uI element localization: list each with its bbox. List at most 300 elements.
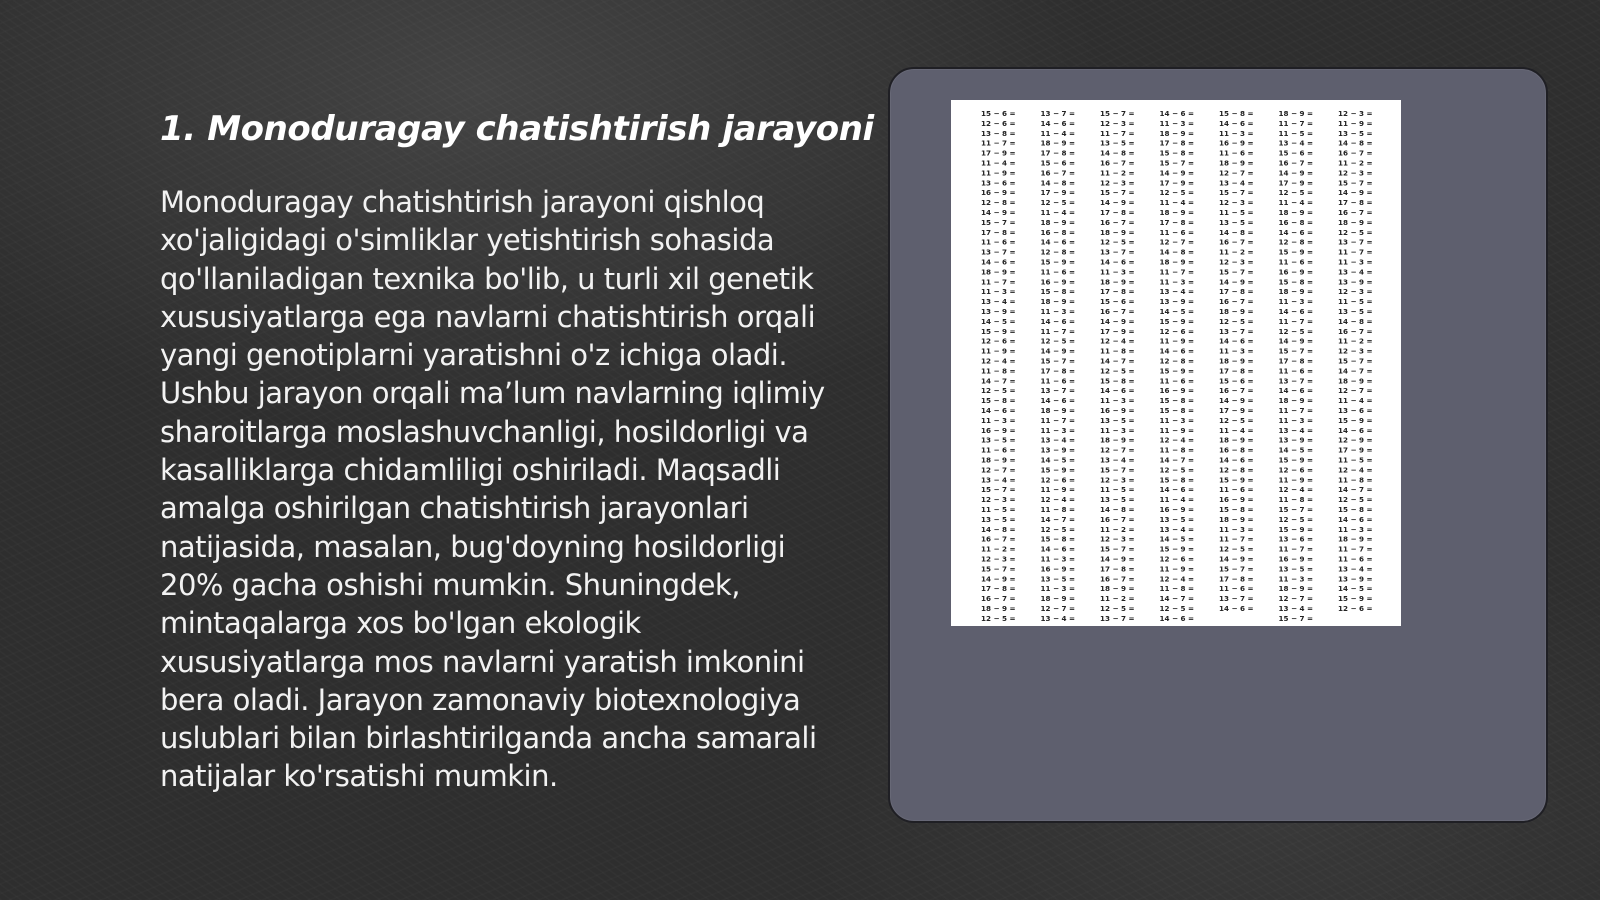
worksheet-problem: 11 − 3 = — [1278, 297, 1314, 307]
worksheet-problem: 11 − 4 = — [1338, 396, 1373, 406]
worksheet-problem: 11 − 9 = — [1278, 475, 1314, 485]
worksheet-problem: 14 − 6 = — [1159, 109, 1195, 118]
worksheet-problem: 13 − 4 = — [981, 475, 1016, 485]
worksheet-problem: 15 − 6 = — [981, 109, 1016, 118]
worksheet-problem: 13 − 5 = — [1159, 514, 1195, 524]
worksheet-problem: 13 − 5 = — [981, 435, 1016, 445]
worksheet-problem: 16 − 7 = — [1100, 574, 1135, 584]
worksheet-problem: 13 − 6 = — [1278, 534, 1314, 544]
worksheet-problem: 15 − 7 = — [981, 564, 1016, 574]
worksheet-problem: 11 − 8 = — [981, 366, 1016, 376]
worksheet-problem: 14 − 7 = — [1159, 455, 1195, 465]
worksheet-problem: 12 − 3 = — [1100, 534, 1135, 544]
worksheet-problem: 16 − 7 = — [981, 594, 1016, 604]
worksheet-problem: 15 − 9 = — [1278, 247, 1314, 257]
worksheet-problem: 13 − 7 = — [1040, 109, 1076, 118]
worksheet-problem: 13 − 9 = — [1040, 445, 1076, 455]
worksheet-problem: 15 − 7 = — [1219, 564, 1254, 574]
worksheet-problem: 14 − 8 = — [1100, 505, 1135, 514]
worksheet-problem: 11 − 6 = — [1040, 267, 1076, 277]
worksheet-problem: 12 − 5 = — [1100, 237, 1135, 247]
worksheet-problem: 13 − 4 = — [1219, 178, 1254, 188]
worksheet-problem: 13 − 4 = — [1159, 287, 1195, 297]
worksheet-problem: 12 − 5 = — [1219, 316, 1254, 326]
worksheet-problem: 16 − 9 = — [1219, 495, 1254, 505]
worksheet-problem: 13 − 9 = — [1338, 574, 1373, 584]
worksheet-problem: 11 − 3 = — [1040, 425, 1076, 435]
worksheet-problem: 14 − 6 = — [1219, 455, 1254, 465]
worksheet-problem: 11 − 3 = — [1040, 307, 1076, 316]
worksheet-problem: 16 − 9 = — [981, 425, 1016, 435]
worksheet-problem: 17 − 8 = — [1219, 574, 1254, 584]
worksheet-problem: 16 − 7 = — [1338, 208, 1373, 217]
worksheet-problem: 14 − 6 = — [981, 406, 1016, 415]
worksheet-problem: 11 − 8 = — [1040, 505, 1076, 514]
worksheet-problem: 12 − 4 = — [1040, 495, 1076, 505]
worksheet-problem: 11 − 9 = — [1159, 564, 1195, 574]
worksheet-problem: 14 − 9 = — [981, 208, 1016, 217]
worksheet-problem: 14 − 7 = — [1100, 356, 1135, 366]
worksheet-problem: 11 − 3 = — [1219, 346, 1254, 356]
worksheet-problem: 12 − 4 = — [1159, 435, 1195, 445]
worksheet-problem: 12 − 5 = — [1219, 544, 1254, 554]
worksheet-problem: 11 − 9 = — [981, 346, 1016, 356]
worksheet-problem: 16 − 9 = — [1100, 406, 1135, 415]
worksheet-problem: 14 − 9 = — [1219, 554, 1254, 564]
worksheet-problem: 11 − 2 = — [1100, 594, 1135, 604]
worksheet-problem: 12 − 4 = — [1278, 485, 1314, 495]
worksheet-problem: 11 − 3 = — [1040, 554, 1076, 564]
worksheet-problem: 12 − 5 = — [1278, 514, 1314, 524]
worksheet-problem: 11 − 6 = — [1278, 257, 1314, 267]
worksheet-problem: 11 − 7 = — [1219, 534, 1254, 544]
worksheet-problem: 11 − 7 = — [1278, 406, 1314, 415]
worksheet-problem: 11 − 9 = — [981, 168, 1016, 178]
worksheet-problem: 16 − 8 = — [1040, 227, 1076, 237]
worksheet-problem: 13 − 5 = — [1219, 217, 1254, 227]
worksheet-problem: 11 − 8 = — [1159, 584, 1195, 594]
worksheet-problem: 18 − 9 = — [1159, 257, 1195, 267]
worksheet-problem: 12 − 8 = — [981, 198, 1016, 208]
worksheet-problem: 14 − 8 = — [1100, 148, 1135, 158]
worksheet-problem: 11 − 8 = — [1338, 475, 1373, 485]
worksheet-problem: 15 − 8 = — [1100, 376, 1135, 386]
worksheet-problem: 14 − 6 = — [1040, 544, 1076, 554]
worksheet-problem: 11 − 5 = — [1338, 297, 1373, 307]
worksheet-problem: 17 − 9 = — [1040, 188, 1076, 198]
worksheet-problem: 16 − 9 = — [1278, 554, 1314, 564]
worksheet-problem: 16 − 7 = — [1219, 386, 1254, 396]
worksheet-problem: 15 − 8 = — [981, 396, 1016, 406]
worksheet-problem: 12 − 3 = — [1338, 168, 1373, 178]
worksheet-problem: 16 − 8 = — [1219, 445, 1254, 455]
worksheet-problem: 16 − 7 = — [1338, 326, 1373, 336]
worksheet-problem: 12 − 5 = — [1100, 604, 1135, 613]
worksheet-problem: 12 − 3 = — [1100, 475, 1135, 485]
worksheet-problem: 18 − 9 = — [1278, 109, 1314, 118]
worksheet-problem: 13 − 6 = — [1338, 406, 1373, 415]
worksheet-problem: 14 − 9 = — [1100, 316, 1135, 326]
worksheet-problem: 16 − 9 = — [1040, 277, 1076, 287]
worksheet-problem: 17 − 9 = — [1159, 178, 1195, 188]
worksheet-problem: 12 − 3 = — [981, 554, 1016, 564]
worksheet-problem: 14 − 6 = — [1219, 604, 1254, 613]
worksheet-problem: 11 − 7 = — [1159, 267, 1195, 277]
worksheet-problem: 15 − 7 = — [1278, 346, 1314, 356]
worksheet-problem: 12 − 5 = — [1338, 227, 1373, 237]
worksheet-problem: 18 − 9 = — [1040, 406, 1076, 415]
worksheet-problem: 13 − 5 = — [1338, 307, 1373, 316]
worksheet-problem: 17 − 8 = — [1338, 198, 1373, 208]
worksheet-problem: 15 − 6 = — [1100, 297, 1135, 307]
worksheet-problem: 18 − 9 = — [1278, 287, 1314, 297]
worksheet-problem: 11 − 5 = — [1338, 455, 1373, 465]
worksheet-problem: 11 − 5 = — [1100, 485, 1135, 495]
worksheet-problem: 14 − 6 = — [1040, 396, 1076, 406]
worksheet-problem: 13 − 5 = — [1100, 495, 1135, 505]
worksheet-problem: 12 − 6 = — [1338, 604, 1373, 613]
worksheet-problem: 15 − 7 = — [1159, 158, 1195, 168]
worksheet-problem: 16 − 7 = — [1278, 158, 1314, 168]
worksheet-problem: 11 − 4 = — [1219, 425, 1254, 435]
worksheet-problem: 15 − 7 = — [1219, 267, 1254, 277]
worksheet-problem: 13 − 4 = — [1338, 267, 1373, 277]
worksheet-problem: 18 − 9 = — [1338, 376, 1373, 386]
worksheet-problem: 12 − 8 = — [1040, 247, 1076, 257]
worksheet-problem: 11 − 3 = — [1159, 415, 1195, 425]
worksheet-problem: 12 − 7 = — [1159, 237, 1195, 247]
worksheet-problem: 14 − 6 = — [1159, 485, 1195, 495]
worksheet-problem: 14 − 8 = — [981, 524, 1016, 534]
worksheet-problem: 13 − 8 = — [981, 128, 1016, 138]
worksheet-problem: 14 − 8 = — [1338, 138, 1373, 148]
worksheet-problem: 14 − 8 = — [1219, 227, 1254, 237]
worksheet-problem: 13 − 4 = — [1040, 613, 1076, 623]
worksheet-problem: 13 − 5 = — [1100, 138, 1135, 148]
worksheet-problem: 15 − 8 = — [1040, 534, 1076, 544]
worksheet-problem: 11 − 2 = — [1219, 247, 1254, 257]
worksheet-problem: 18 − 9 = — [981, 267, 1016, 277]
worksheet-problem: 14 − 6 = — [1219, 336, 1254, 346]
worksheet-problem: 14 − 6 = — [1159, 346, 1195, 356]
worksheet-problem: 11 − 4 = — [1278, 198, 1314, 208]
worksheet-problem: 13 − 4 = — [1278, 604, 1314, 613]
worksheet-problem: 16 − 8 = — [1278, 217, 1314, 227]
worksheet-problem: 11 − 9 = — [1338, 118, 1373, 128]
worksheet-problem: 11 − 3 = — [1219, 128, 1254, 138]
worksheet-problem: 16 − 7 = — [981, 534, 1016, 544]
worksheet-problem: 12 − 5 = — [1219, 415, 1254, 425]
worksheet-problem: 18 − 9 = — [1040, 297, 1076, 307]
worksheet-problem: 18 − 9 = — [1278, 584, 1314, 594]
worksheet-problem: 11 − 3 = — [1159, 277, 1195, 287]
worksheet-problem: 17 − 8 = — [1278, 356, 1314, 366]
worksheet-problem: 12 − 7 = — [1219, 168, 1254, 178]
worksheet-problem: 11 − 7 = — [981, 138, 1016, 148]
worksheet-problem: 13 − 7 = — [1219, 326, 1254, 336]
worksheet-problem: 15 − 7 = — [1100, 109, 1135, 118]
worksheet-problem: 12 − 3 = — [1338, 346, 1373, 356]
worksheet-problem: 14 − 6 = — [1338, 425, 1373, 435]
worksheet-problem: 14 − 6 = — [981, 257, 1016, 267]
worksheet-problem: 13 − 7 = — [1100, 613, 1135, 623]
worksheet-problem: 14 − 5 = — [1278, 445, 1314, 455]
worksheet-problem: 15 − 9 = — [1219, 475, 1254, 485]
worksheet-problem: 15 − 9 = — [1278, 524, 1314, 534]
worksheet-problem: 11 − 7 = — [1278, 118, 1314, 128]
worksheet-problem: 14 − 9 = — [1338, 188, 1373, 198]
worksheet-problem: 17 − 8 = — [981, 584, 1016, 594]
worksheet-problem: 14 − 7 = — [981, 376, 1016, 386]
worksheet-problem: 11 − 2 = — [1338, 158, 1373, 168]
worksheet-problem: 11 − 3 = — [981, 287, 1016, 297]
worksheet-problem: 15 − 6 = — [1219, 376, 1254, 386]
worksheet-problem: 17 − 8 = — [1219, 366, 1254, 376]
worksheet-problem: 15 − 9 = — [1159, 366, 1195, 376]
worksheet-problem: 16 − 7 = — [1100, 217, 1135, 227]
worksheet-problem: 11 − 3 = — [1040, 584, 1076, 594]
worksheet-problem: 15 − 7 = — [1040, 356, 1076, 366]
worksheet-problem: 14 − 9 = — [981, 574, 1016, 584]
worksheet-problem: 12 − 7 = — [1278, 594, 1314, 604]
worksheet-problem: 17 − 9 = — [1278, 178, 1314, 188]
worksheet-problem: 15 − 8 = — [1159, 396, 1195, 406]
worksheet-problem: 11 − 3 = — [1100, 396, 1135, 406]
worksheet-problem: 16 − 7 = — [1100, 307, 1135, 316]
image-frame — [888, 67, 1548, 823]
worksheet-problem: 13 − 7 = — [1278, 376, 1314, 386]
worksheet-problem: 12 − 4 = — [981, 356, 1016, 366]
worksheet-problem: 11 − 6 = — [1219, 148, 1254, 158]
worksheet-problem: 12 − 3 = — [1338, 287, 1373, 297]
worksheet-problem: 12 − 5 = — [1040, 336, 1076, 346]
worksheet-problem: 14 − 6 = — [1219, 118, 1254, 128]
worksheet-problem: 12 − 7 = — [1338, 386, 1373, 396]
worksheet-problem: 15 − 7 = — [1100, 465, 1135, 475]
worksheet-problem: 15 − 7 = — [1100, 188, 1135, 198]
worksheet-problem: 12 − 5 = — [1159, 604, 1195, 613]
worksheet-problem: 15 − 9 = — [1040, 465, 1076, 475]
worksheet-problem: 18 − 9 = — [1219, 307, 1254, 316]
worksheet-problem: 18 − 9 = — [981, 604, 1016, 613]
worksheet-problem: 15 − 9 = — [1040, 257, 1076, 267]
worksheet-problem: 15 − 7 = — [981, 217, 1016, 227]
worksheet-problem: 12 − 8 = — [1278, 237, 1314, 247]
worksheet-problem: 11 − 3 = — [981, 415, 1016, 425]
worksheet-problem: 12 − 4 = — [1100, 336, 1135, 346]
worksheet-problem: 17 − 9 = — [981, 148, 1016, 158]
worksheet-problem: 14 − 9 = — [1100, 554, 1135, 564]
worksheet-problem: 11 − 8 = — [1278, 495, 1314, 505]
worksheet-problem: 18 − 9 = — [1219, 435, 1254, 445]
worksheet-problem: 15 − 7 = — [1219, 188, 1254, 198]
worksheet-problem: 14 − 7 = — [1159, 594, 1195, 604]
worksheet-problem: 15 − 7 = — [981, 485, 1016, 495]
worksheet-problem: 12 − 5 = — [1159, 465, 1195, 475]
worksheet-problem: 15 − 9 = — [1159, 544, 1195, 554]
worksheet-problem: 11 − 2 = — [1100, 168, 1135, 178]
worksheet-problem: 11 − 7 = — [1100, 128, 1135, 138]
worksheet-problem: 14 − 5 = — [1040, 455, 1076, 465]
worksheet-problem: 18 − 9 = — [1100, 435, 1135, 445]
worksheet-problem: 16 − 7 = — [1338, 148, 1373, 158]
worksheet-problem: 11 − 3 = — [1278, 415, 1314, 425]
worksheet-problem: 13 − 4 = — [1278, 138, 1314, 148]
worksheet-problem: 15 − 6 = — [1278, 148, 1314, 158]
worksheet-problem: 15 − 8 = — [1040, 287, 1076, 297]
worksheet-problem: 15 − 9 = — [1278, 455, 1314, 465]
worksheet-problem: 14 − 9 = — [1278, 168, 1314, 178]
worksheet-problem: 11 − 9 = — [1040, 485, 1076, 495]
worksheet-problem: 12 − 5 = — [1338, 495, 1373, 505]
worksheet-problem: 15 − 9 = — [981, 326, 1016, 336]
worksheet-problem: 11 − 6 = — [1219, 485, 1254, 495]
worksheet-problem: 12 − 5 = — [1100, 366, 1135, 376]
worksheet-problem: 13 − 9 = — [1159, 297, 1195, 307]
worksheet-problem: 13 − 9 = — [1278, 435, 1314, 445]
worksheet-problem: 16 − 7 = — [1219, 297, 1254, 307]
worksheet-problem: 17 − 9 = — [1100, 326, 1135, 336]
worksheet-problem: 12 − 5 = — [1159, 188, 1195, 198]
worksheet-problem: 18 − 9 = — [1040, 138, 1076, 148]
worksheet-problem: 12 − 3 = — [1338, 109, 1373, 118]
slide-title: 1. Monoduragay chatishtirish jarayoni — [160, 109, 874, 149]
worksheet-problem: 11 − 4 = — [1040, 128, 1076, 138]
worksheet-problem: 16 − 9 = — [1219, 138, 1254, 148]
worksheet-problem: 11 − 3 = — [1338, 257, 1373, 267]
worksheet-problem: 15 − 8 = — [1159, 148, 1195, 158]
worksheet-problem: 14 − 6 = — [1040, 237, 1076, 247]
worksheet-problem: 14 − 5 = — [1338, 584, 1373, 594]
worksheet-problem: 14 − 8 = — [1338, 316, 1373, 326]
worksheet-problem: 13 − 9 = — [1338, 277, 1373, 287]
worksheet-problem: 14 − 7 = — [1338, 485, 1373, 495]
worksheet-problem: 11 − 4 = — [981, 158, 1016, 168]
worksheet-problem: 16 − 7 = — [1219, 237, 1254, 247]
worksheet-problem: 12 − 9 = — [1338, 435, 1373, 445]
worksheet-problem: 16 − 9 = — [1278, 267, 1314, 277]
worksheet-problem: 12 − 6 = — [1159, 554, 1195, 564]
worksheet-problem: 14 − 9 = — [1219, 277, 1254, 287]
worksheet-problem: 18 − 9 = — [1040, 594, 1076, 604]
worksheet-problem: 11 − 7 = — [981, 277, 1016, 287]
worksheet-problem: 15 − 8 = — [1159, 475, 1195, 485]
worksheet-problem: 12 − 5 = — [981, 386, 1016, 396]
worksheet-problem: 14 − 9 = — [1278, 336, 1314, 346]
worksheet-problem: 14 − 7 = — [1040, 514, 1076, 524]
worksheet-problem: 15 − 8 = — [1278, 277, 1314, 287]
worksheet-problem: 16 − 7 = — [1100, 158, 1135, 168]
worksheet-problem: 14 − 6 = — [1040, 118, 1076, 128]
worksheet-problem: 14 − 6 = — [1338, 514, 1373, 524]
worksheet-problem: 17 − 8 = — [1219, 287, 1254, 297]
worksheet-problem: 12 − 6 = — [981, 336, 1016, 346]
worksheet-problem: 11 − 7 = — [1278, 316, 1314, 326]
worksheet-problem: 11 − 6 = — [1278, 366, 1314, 376]
worksheet-problem: 11 − 2 = — [981, 544, 1016, 554]
worksheet-problem: 13 − 4 = — [1159, 524, 1195, 534]
worksheet-problem: 11 − 3 = — [1219, 524, 1254, 534]
worksheet-problem: 16 − 9 = — [981, 188, 1016, 198]
worksheet-problem: 11 − 3 = — [1159, 118, 1195, 128]
worksheet-problem: 18 − 9 = — [1219, 514, 1254, 524]
worksheet-problem: 13 − 5 = — [1278, 564, 1314, 574]
worksheet-problem: 16 − 9 = — [1040, 564, 1076, 574]
worksheet-problem: 12 − 6 = — [1040, 475, 1076, 485]
worksheet-problem: 15 − 7 = — [1278, 505, 1314, 514]
worksheet-problem: 15 − 9 = — [1159, 316, 1195, 326]
worksheet-problem: 11 − 5 = — [981, 505, 1016, 514]
worksheet-problem: 14 − 6 = — [1278, 227, 1314, 237]
worksheet-problem: 11 − 6 = — [1159, 227, 1195, 237]
worksheet-problem: 13 − 5 = — [1338, 128, 1373, 138]
worksheet-problem: 16 − 7 = — [1040, 168, 1076, 178]
worksheet-problem: 11 − 6 = — [981, 237, 1016, 247]
worksheet-problem: 12 − 8 = — [1219, 465, 1254, 475]
worksheet-problem: 11 − 9 = — [1159, 336, 1195, 346]
worksheet-problem: 12 − 3 = — [1219, 257, 1254, 267]
worksheet-svg — [951, 100, 1401, 626]
worksheet-problem: 18 − 9 = — [1100, 227, 1135, 237]
worksheet-problem: 13 − 7 = — [1338, 237, 1373, 247]
worksheet-problem: 17 − 8 = — [1100, 287, 1135, 297]
worksheet-problem: 18 − 9 = — [1159, 208, 1195, 217]
worksheet-problem: 13 − 4 = — [981, 297, 1016, 307]
worksheet-problem: 11 − 6 = — [1159, 376, 1195, 386]
worksheet-problem: 13 − 5 = — [1100, 415, 1135, 425]
worksheet-problem: 11 − 5 = — [1278, 128, 1314, 138]
worksheet-problem: 14 − 5 = — [1159, 534, 1195, 544]
worksheet-problem: 11 − 9 = — [1159, 425, 1195, 435]
worksheet-problem: 13 − 4 = — [1338, 564, 1373, 574]
worksheet-problem: 11 − 2 = — [1338, 336, 1373, 346]
worksheet-problem: 11 − 6 = — [981, 445, 1016, 455]
worksheet-problem: 14 − 6 = — [1100, 257, 1135, 267]
worksheet-problem: 15 − 8 = — [1219, 505, 1254, 514]
slide-paragraph: Monoduragay chatishtirish jarayoni qishloq xo'jaligidagi o'simliklar yetishtirish sohasida qo'llaniladigan texnika bo'lib, u turli xil genetik xususiyatlarga ega navlarni chatishtirish orqali yangi genotiplarni yaratishni o'z ichiga oladi. Ushbu jarayon orqali ma’lum navlarning iqlimiy sharoitlarga moslashuvchanligi, hosildorligi va kasalliklarga chidamliligi oshiriladi. Maqsadli amalga oshirilgan chatishtirish jarayonlari natijasida, masalan, bug'doyning hosildorligi 20% gacha oshishi mumkin. Shuningdek, mintaqalarga xos bo'lgan ekologik xususiyatlarga mos navlarni yaratish imkonini bera oladi. Jarayon zamonaviy biotexnologiya uslublari bilan birlashtirilganda ancha samarali natijalar ko'rsatishi mumkin. — [160, 185, 825, 794]
worksheet-problem: 12 − 8 = — [1159, 356, 1195, 366]
worksheet-problem: 16 − 9 = — [1159, 386, 1195, 396]
worksheet-problem: 13 − 9 = — [981, 307, 1016, 316]
worksheet-problem: 13 − 7 = — [981, 247, 1016, 257]
worksheet-problem: 13 − 7 = — [1100, 247, 1135, 257]
worksheet-problem: 18 − 9 = — [1278, 396, 1314, 406]
worksheet-problem: 12 − 4 = — [1159, 574, 1195, 584]
worksheet-problem: 18 − 9 = — [1338, 217, 1373, 227]
worksheet-problem: 11 − 3 = — [1100, 425, 1135, 435]
worksheet-image — [951, 100, 1401, 626]
worksheet-problem: 12 − 4 = — [1338, 465, 1373, 475]
worksheet-problem: 18 − 9 = — [1040, 217, 1076, 227]
worksheet-problem: 11 − 3 = — [1278, 574, 1314, 584]
worksheet-problem: 18 − 9 = — [1100, 277, 1135, 287]
worksheet-problem: 17 − 8 = — [1100, 208, 1135, 217]
worksheet-problem: 11 − 7 = — [1040, 326, 1076, 336]
worksheet-problem: 13 − 4 = — [1040, 435, 1076, 445]
worksheet-problem: 11 − 4 = — [1159, 495, 1195, 505]
worksheet-problem: 13 − 4 = — [1278, 425, 1314, 435]
worksheet-problem: 12 − 5 = — [1278, 326, 1314, 336]
worksheet-problem: 17 − 8 = — [1100, 564, 1135, 574]
worksheet-problem: 12 − 6 = — [1159, 326, 1195, 336]
worksheet-problem: 11 − 6 = — [1219, 584, 1254, 594]
worksheet-problem: 13 − 7 = — [1040, 386, 1076, 396]
worksheet-problem: 14 − 8 = — [1040, 178, 1076, 188]
worksheet-problem: 12 − 3 = — [1100, 178, 1135, 188]
worksheet-problem: 17 − 9 = — [1219, 406, 1254, 415]
worksheet-problem: 18 − 9 = — [1100, 584, 1135, 594]
worksheet-problem: 11 − 7 = — [1040, 415, 1076, 425]
